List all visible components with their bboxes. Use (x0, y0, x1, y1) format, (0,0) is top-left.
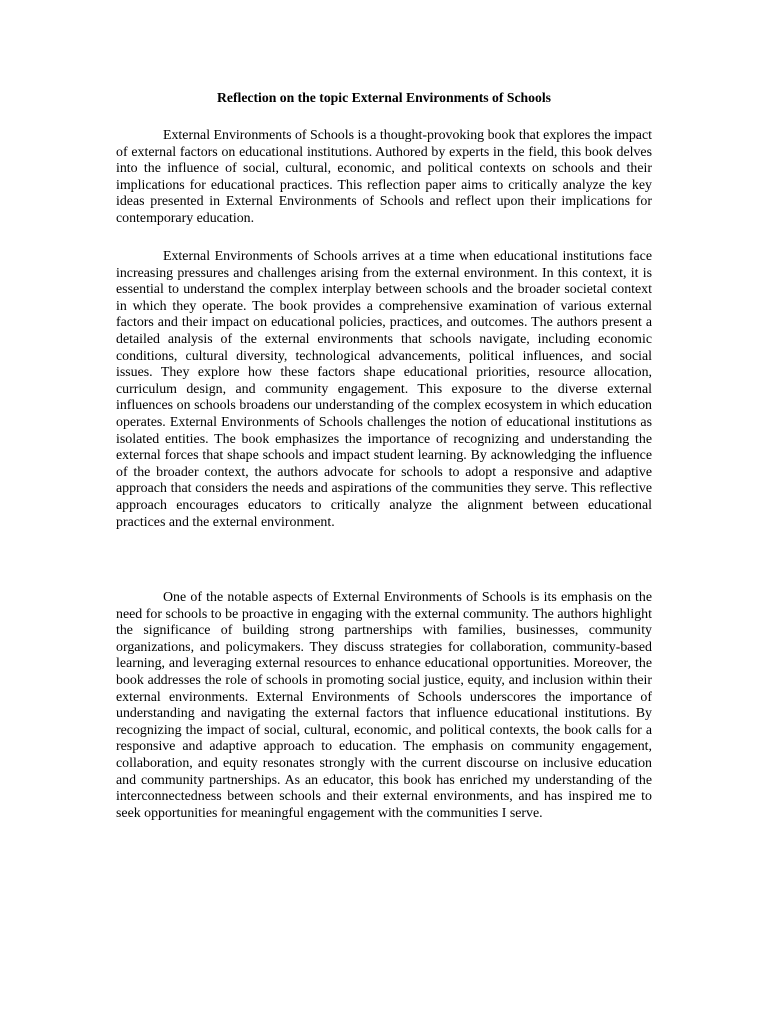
paragraph-context-analysis: External Environments of Schools arrives at a time when educational institutions face increasing pressures and challenges arising from the external environment. In this context, it is essential to understand the complex interplay between schools and the broader societal context in which they operate. The book provides a comprehensive examination of various external factors and their impact on educational policies, practices, and outcomes. The authors present a detailed analysis of the external environments that schools navigate, including economic conditions, cultural diversity, technological advancements, political influences, and social issues. They explore how these factors shape educational priorities, resource allocation, curriculum design, and community engagement. This exposure to the diverse external influences on schools broadens our understanding of the complex ecosystem in which education operates. External Environments of Schools challenges the notion of educational institutions as isolated entities. The book emphasizes the importance of recognizing and understanding the external forces that shape schools and impact student learning. By acknowledging the influence of the broader context, the authors advocate for schools to adopt a responsive and adaptive approach that considers the needs and aspirations of the communities they serve. This reflective approach encourages educators to critically analyze the alignment between educational practices and the external environment. (116, 249, 652, 530)
paragraph-introduction: External Environments of Schools is a thought-provoking book that explores the impact of external factors on educational institutions. Authored by experts in the field, this book delves into the influence of social, cultural, economic, and political contexts on schools and their implications for educational practices. This reflection paper aims to critically analyze the key ideas presented in External Environments of Schools and reflect upon their implications for contemporary education. (116, 128, 652, 226)
document-title: Reflection on the topic External Environments of Schools (217, 90, 551, 105)
paragraph-community-engagement: One of the notable aspects of External Environments of Schools is its emphasis on the need for schools to be proactive in engaging with the external community. The authors highlight the significance of building strong partnerships with families, businesses, community organizations, and policymakers. They discuss strategies for collaboration, community-based learning, and leveraging external resources to enhance educational opportunities. Moreover, the book addresses the role of schools in promoting social justice, equity, and inclusion within their external environments. External Environments of Schools underscores the importance of understanding and navigating the external factors that influence educational institutions. By recognizing the impact of social, cultural, economic, and political contexts, the book calls for a responsive and adaptive approach to education. The emphasis on community engagement, collaboration, and equity resonates strongly with the current discourse on inclusive education and community partnerships. As an educator, this book has enriched my understanding of the interconnectedness between schools and their external environments, and has inspired me to seek opportunities for meaningful engagement with the communities I serve. (116, 590, 652, 821)
